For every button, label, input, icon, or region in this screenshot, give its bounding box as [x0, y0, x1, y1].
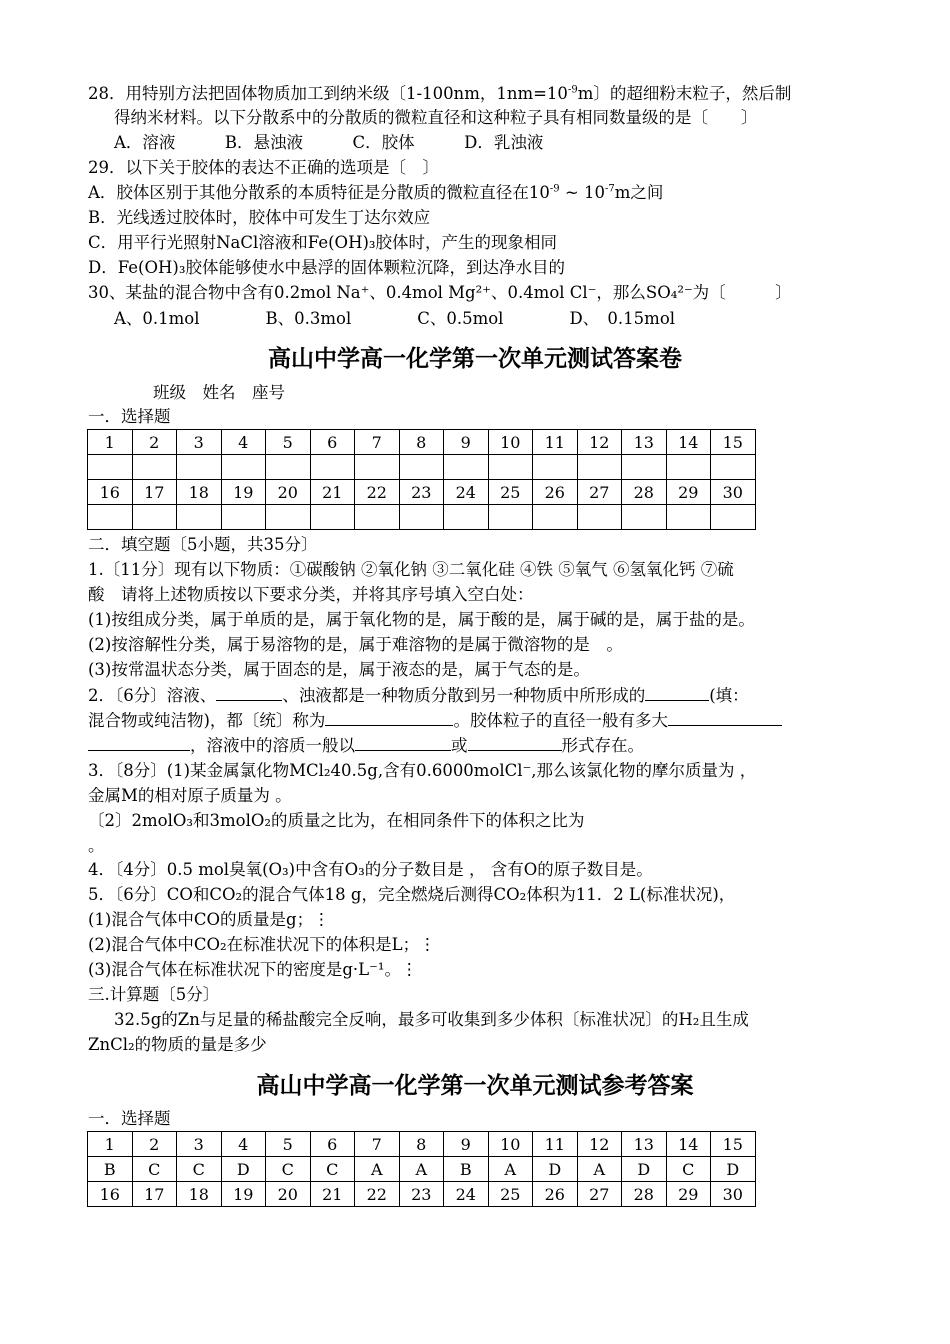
answer-cell[interactable]: [177, 455, 222, 480]
grid-number-cell: 15: [711, 1132, 756, 1157]
grid-number-cell: 16: [88, 480, 133, 505]
grid-number-cell: 18: [177, 1182, 222, 1207]
answer-cell[interactable]: [266, 505, 311, 530]
grid-number-cell: 27: [577, 1182, 622, 1207]
grid-number-cell: 1: [88, 430, 133, 455]
question-29-option-b: B．光线透过胶体时，胶体中可发生丁达尔效应: [88, 208, 431, 227]
fill-5-part1: (1)混合气体中CO的质量是g；⋮: [88, 910, 330, 929]
student-info-line: 班级 姓名 座号: [153, 383, 285, 402]
answer-cell[interactable]: [310, 505, 355, 530]
answer-cell[interactable]: [221, 505, 266, 530]
grid-number-cell: 25: [488, 1182, 533, 1207]
question-30-stem: 30、某盐的混合物中含有0.2mol Na⁺、0.4mol Mg²⁺、0.4mol Cl⁻，那么SO₄²⁻为〔 〕: [88, 283, 792, 302]
grid-number-cell: 14: [666, 430, 711, 455]
answer-cell[interactable]: [88, 455, 133, 480]
answer-cell[interactable]: [488, 455, 533, 480]
reference-answer-cell: B: [88, 1157, 133, 1182]
grid-number-cell: 21: [310, 480, 355, 505]
fill-5-part2: (2)混合气体中CO₂在标准状况下的体积是L；⋮: [88, 935, 436, 954]
grid-number-cell: 12: [577, 1132, 622, 1157]
grid-number-cell: 6: [310, 1132, 355, 1157]
fill-3-line2: 金属M的相对原子质量为 。: [88, 786, 292, 805]
answer-cell[interactable]: [444, 455, 489, 480]
answer-grid-numbers-row-2: [88, 480, 756, 505]
answer-cell[interactable]: [533, 505, 578, 530]
fill-5-part3: (3)混合气体在标准状况下的密度是g·L⁻¹。⋮: [88, 960, 418, 979]
answer-cell[interactable]: [577, 505, 622, 530]
grid-number-cell: 29: [666, 480, 711, 505]
grid-number-cell: 11: [533, 1132, 578, 1157]
grid-number-cell: 14: [666, 1132, 711, 1157]
grid-number-cell: 2: [132, 1132, 177, 1157]
fill-1-part2: (2)按溶解性分类，属于易溶物的是，属于难溶物的是属于微溶物的是 。: [88, 635, 623, 654]
grid-number-cell: 7: [355, 1132, 400, 1157]
grid-number-cell: 20: [266, 1182, 311, 1207]
blank-line[interactable]: [88, 734, 190, 751]
answer-cell[interactable]: [399, 505, 444, 530]
grid-number-cell: 11: [533, 430, 578, 455]
answer-cell[interactable]: [622, 505, 667, 530]
fill-2-line2: 混合物或纯洁物)，都〔统〕称为 。胶体粒子的直径一般有多大: [88, 709, 782, 733]
answer-cell[interactable]: [221, 455, 266, 480]
grid-number-cell: 10: [488, 430, 533, 455]
grid-number-cell: 3: [177, 1132, 222, 1157]
answer-cell[interactable]: [577, 455, 622, 480]
question-29-option-d: D．Fe(OH)₃胶体能够使水中悬浮的固体颗粒沉降，到达净水目的: [88, 258, 565, 277]
fill-4-line: 4．〔4分〕0.5 mol臭氧(O₃)中含有O₃的分子数目是 ， 含有O的原子数目是。: [88, 860, 653, 879]
reference-answer-cell: C: [666, 1157, 711, 1182]
reference-answer-grid: [87, 1131, 756, 1207]
blank-line[interactable]: [355, 734, 451, 751]
answer-grid-blank-row-2[interactable]: [88, 505, 756, 530]
reference-answer-cell: A: [399, 1157, 444, 1182]
reference-answer-cell: C: [177, 1157, 222, 1182]
grid-number-cell: 25: [488, 480, 533, 505]
grid-number-cell: 8: [399, 1132, 444, 1157]
answer-grid: [87, 429, 756, 530]
reference-answer-cell: C: [266, 1157, 311, 1182]
fill-3-line4: 。: [88, 836, 105, 855]
grid-number-cell: 6: [310, 430, 355, 455]
reference-answer-cell: A: [488, 1157, 533, 1182]
answer-sheet-title: 高山中学高一化学第一次单元测试答案卷: [268, 346, 682, 372]
fill-1-part1: (1)按组成分类，属于单质的是，属于氧化物的是，属于酸的是，属于碱的是，属于盐的是。: [88, 610, 755, 629]
fill-1-part3: (3)按常温状态分类，属于固态的是，属于液态的是，属于气态的是。: [88, 660, 590, 679]
reference-numbers-row-1: [88, 1132, 756, 1157]
grid-number-cell: 23: [399, 480, 444, 505]
grid-number-cell: 13: [622, 1132, 667, 1157]
grid-number-cell: 23: [399, 1182, 444, 1207]
fill-3-line1: 3．〔8分〕(1)某金属氯化物MCl₂40.5g,含有0.6000molCl⁻,那么该氯化物的摩尔质量为 ，: [88, 761, 757, 780]
grid-number-cell: 8: [399, 430, 444, 455]
blank-line[interactable]: [325, 709, 453, 726]
grid-number-cell: 28: [622, 480, 667, 505]
grid-number-cell: 1: [88, 1132, 133, 1157]
question-28-options: A．溶液 B．悬浊液 C．胶体 D．乳浊液: [114, 133, 544, 152]
question-29-option-a: A．胶体区别于其他分散系的本质特征是分散质的微粒直径在$10^{-9}$ ~ $10^{-7}m$之间: [88, 183, 664, 202]
grid-number-cell: 10: [488, 1132, 533, 1157]
grid-number-cell: 19: [221, 480, 266, 505]
reference-answer-cell: C: [310, 1157, 355, 1182]
grid-number-cell: 21: [310, 1182, 355, 1207]
grid-number-cell: 18: [177, 480, 222, 505]
reference-answer-cell: D: [221, 1157, 266, 1182]
reference-answer-cell: A: [577, 1157, 622, 1182]
calc-1-line1: 32.5g的Zn与足量的稀盐酸完全反响，最多可收集到多少体积〔标准状况〕的H₂且生成: [114, 1010, 749, 1029]
question-29-option-c: C．用平行光照射NaCl溶液和Fe(OH)₃胶体时，产生的现象相同: [88, 233, 558, 252]
question-28-line2: 得纳米材料。以下分散系中的分散质的微粒直径和这种粒子具有相同数量级的是〔 〕: [114, 108, 758, 127]
answer-grid-blank-row-1[interactable]: [88, 455, 756, 480]
section-choice-heading: 一．选择题: [88, 407, 171, 426]
reference-answer-cell: D: [622, 1157, 667, 1182]
reference-answer-cell: B: [444, 1157, 489, 1182]
question-30-options: A、0.1mol B、0.3mol C、0.5mol D、 0.15mol: [114, 309, 676, 328]
grid-number-cell: 16: [88, 1182, 133, 1207]
grid-number-cell: 28: [622, 1182, 667, 1207]
answer-grid-numbers-row-1: [88, 430, 756, 455]
grid-number-cell: 26: [533, 1182, 578, 1207]
reference-answers-row-1: [88, 1157, 756, 1182]
grid-number-cell: 4: [221, 430, 266, 455]
answer-cell[interactable]: [177, 505, 222, 530]
fill-1-line2: 酸 请将上述物质按以下要求分类，并将其序号填入空白处：: [88, 585, 534, 604]
grid-number-cell: 24: [444, 480, 489, 505]
question-28-line1: 28．用特别方法把固体物质加工到纳米级〔1-100nm，$1nm=10^{-9}m$〕的超细粉末粒子，然后制: [88, 84, 792, 103]
blank-line[interactable]: [216, 684, 282, 701]
grid-number-cell: 19: [221, 1182, 266, 1207]
grid-number-cell: 9: [444, 430, 489, 455]
fill-2-line3: ，溶液中的溶质一般以 或 形式存在。: [88, 734, 644, 758]
grid-number-cell: 7: [355, 430, 400, 455]
reference-numbers-row-2: [88, 1182, 756, 1207]
reference-answer-cell: A: [355, 1157, 400, 1182]
reference-answer-cell: D: [711, 1157, 756, 1182]
fill-3-line3: 〔2〕2molO₃和3molO₂的质量之比为，在相同条件下的体积之比为: [88, 811, 585, 830]
grid-number-cell: 22: [355, 480, 400, 505]
answer-cell[interactable]: [444, 505, 489, 530]
grid-number-cell: 4: [221, 1132, 266, 1157]
answer-cell[interactable]: [266, 455, 311, 480]
fill-5-line1: 5．〔6分〕CO和CO₂的混合气体18 g，完全燃烧后测得CO₂体积为11．2 L(标准状况)，: [88, 885, 736, 904]
grid-number-cell: 26: [533, 480, 578, 505]
grid-number-cell: 27: [577, 480, 622, 505]
grid-number-cell: 30: [711, 1182, 756, 1207]
answer-cell[interactable]: [132, 505, 177, 530]
blank-line[interactable]: [668, 709, 782, 726]
grid-number-cell: 17: [132, 1182, 177, 1207]
grid-number-cell: 15: [711, 430, 756, 455]
grid-number-cell: 9: [444, 1132, 489, 1157]
section-fill-heading: 二．填空题〔5小题，共35分〕: [88, 535, 318, 554]
grid-number-cell: 29: [666, 1182, 711, 1207]
answer-cell[interactable]: [622, 455, 667, 480]
reference-answer-cell: D: [533, 1157, 578, 1182]
reference-answer-cell: C: [132, 1157, 177, 1182]
grid-number-cell: 22: [355, 1182, 400, 1207]
section-calc-heading: 三.计算题〔5分〕: [88, 985, 220, 1004]
blank-line[interactable]: [468, 734, 562, 751]
answer-cell[interactable]: [399, 455, 444, 480]
grid-number-cell: 24: [444, 1182, 489, 1207]
grid-number-cell: 12: [577, 430, 622, 455]
grid-number-cell: 30: [711, 480, 756, 505]
answer-cell[interactable]: [132, 455, 177, 480]
answer-cell[interactable]: [666, 455, 711, 480]
fill-2-line1: 2．〔6分〕溶液、 、浊液都是一种物质分散到另一种物质中所形成的 (填：: [88, 686, 749, 705]
grid-number-cell: 2: [132, 430, 177, 455]
answer-cell[interactable]: [355, 455, 400, 480]
answer-cell[interactable]: [711, 455, 756, 480]
answer-cell[interactable]: [666, 505, 711, 530]
question-29-stem: 29．以下关于胶体的表达不正确的选项是〔 〕: [88, 158, 439, 177]
calc-1-line2: ZnCl₂的物质的量是多少: [88, 1035, 267, 1054]
grid-number-cell: 3: [177, 430, 222, 455]
grid-number-cell: 5: [266, 1132, 311, 1157]
answer-cell[interactable]: [310, 455, 355, 480]
reference-choice-heading: 一．选择题: [88, 1109, 171, 1128]
reference-answer-title: 高山中学高一化学第一次单元测试参考答案: [256, 1073, 694, 1099]
grid-number-cell: 13: [622, 430, 667, 455]
answer-cell[interactable]: [711, 505, 756, 530]
grid-number-cell: 17: [132, 480, 177, 505]
grid-number-cell: 20: [266, 480, 311, 505]
answer-cell[interactable]: [488, 505, 533, 530]
fill-1-line1: 1.〔11分〕现有以下物质：①碳酸钠 ②氧化钠 ③二氧化硅 ④铁 ⑤氧气 ⑥氢氧化钙 ⑦硫: [88, 560, 734, 579]
blank-line[interactable]: [645, 684, 709, 701]
answer-cell[interactable]: [355, 505, 400, 530]
answer-cell[interactable]: [533, 455, 578, 480]
grid-number-cell: 5: [266, 430, 311, 455]
answer-cell[interactable]: [88, 505, 133, 530]
